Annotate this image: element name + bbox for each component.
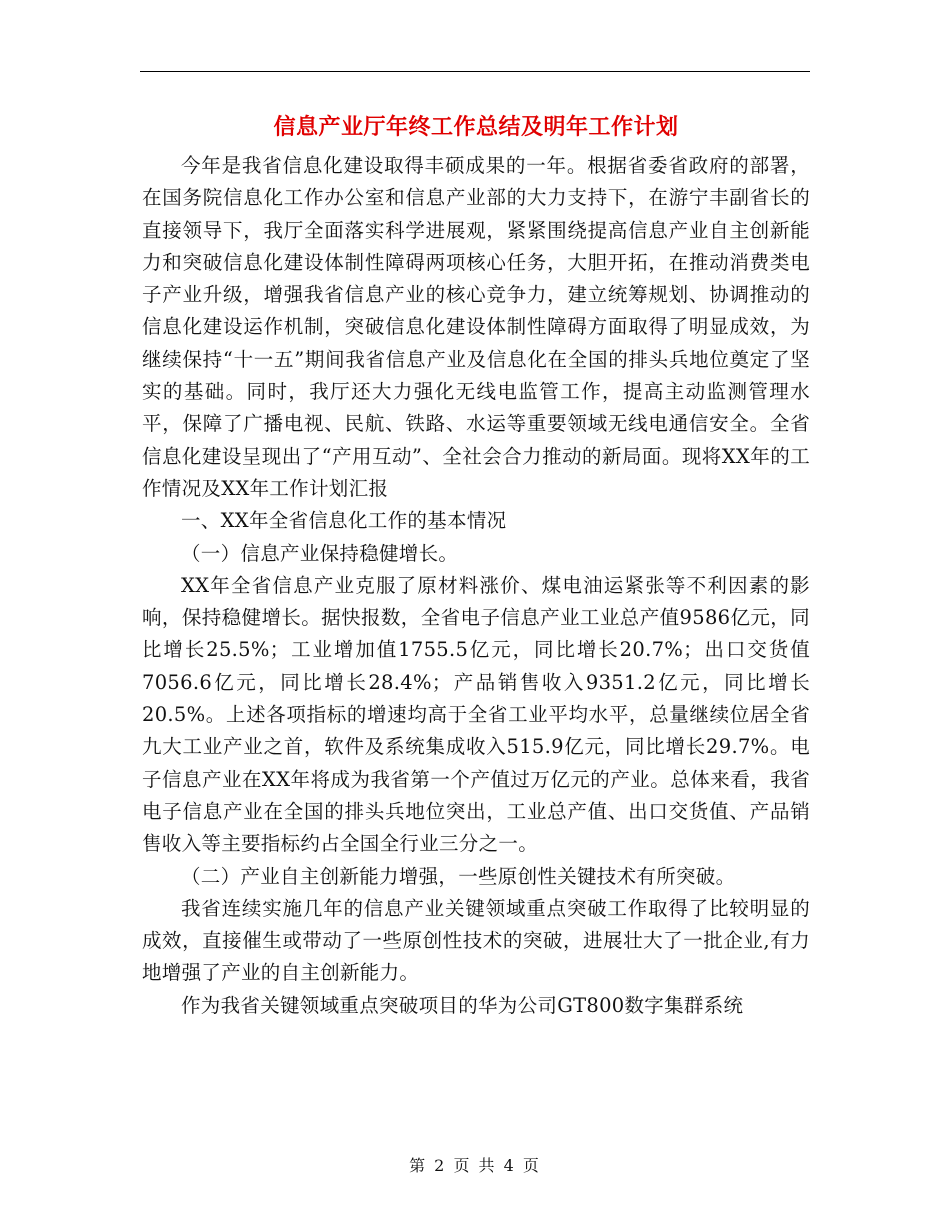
header-rule bbox=[140, 71, 810, 72]
document-title: 信息产业厅年终工作总结及明年工作计划 bbox=[273, 114, 679, 140]
paragraph-huawei: 作为我省关键领域重点突破项目的华为公司GT800数字集群系统 bbox=[181, 993, 744, 1017]
subsection-heading-1: （一）信息产业保持稳健增长。 bbox=[181, 541, 459, 565]
section-heading-1: 一、XX年全省信息化工作的基本情况 bbox=[181, 509, 507, 533]
document-page bbox=[142, 108, 810, 1022]
page-number: 第 2 页 共 4 页 bbox=[409, 1156, 541, 1175]
paragraph-industry-growth: XX年全省信息产业克服了原材料涨价、煤电油运紧张等不利因素的影响，保持稳健增长。据快报数，全省电子信息产业工业总产值9586亿元，同比增长25.5%；工业增加值1755.5亿元，同比增长20.7%；出口交货值7056.6亿元，同比增长28.4%；产品销售收入9351.2亿元，同比增长20.5%。上述各项指标的增速均高于全省工业平均水平，总量继续位居全省九大工业产业之首，软件及系统集成收入515.9亿元，同比增长29.7%。电子信息产业在XX年将成为我省第一个产值过万亿元的产业。总体来看，我省电子信息产业在全国的排头兵地位突出，工业总产值、出口交货值、产品销售收入等主要指标约占全国全行业三分之一。 bbox=[142, 573, 810, 856]
document-body bbox=[142, 150, 810, 1022]
paragraph-innovation: 我省连续实施几年的信息产业关键领域重点突破工作取得了比较明显的成效，直接催生或带动了一些原创性技术的突破，进展壮大了一批企业,有力地增强了产业的自主创新能力。 bbox=[142, 896, 810, 985]
paragraph-intro: 今年是我省信息化建设取得丰硕成果的一年。根据省委省政府的部署，在国务院信息化工作办公室和信息产业部的大力支持下，在游宁丰副省长的直接领导下，我厅全面落实科学进展观，紧紧围绕提高信息产业自主创新能力和突破信息化建设体制性障碍两项核心任务，大胆开拓，在推动消费类电子产业升级，增强我省信息产业的核心竞争力，建立统筹规划、协调推动的信息化建设运作机制，突破信息化建设体制性障碍方面取得了明显成效，为继续保持“十一五”期间我省信息产业及信息化在全国的排头兵地位奠定了坚实的基础。同时，我厅还大力强化无线电监管工作，提高主动监测管理水平，保障了广播电视、民航、铁路、水运等重要领域无线电通信安全。全省信息化建设呈现出了“产用互动”、全社会合力推动的新局面。现将XX年的工作情况及XX年工作计划汇报 bbox=[142, 154, 810, 500]
subsection-heading-2: （二）产业自主创新能力增强，一些原创性关键技术有所突破。 bbox=[181, 864, 736, 888]
